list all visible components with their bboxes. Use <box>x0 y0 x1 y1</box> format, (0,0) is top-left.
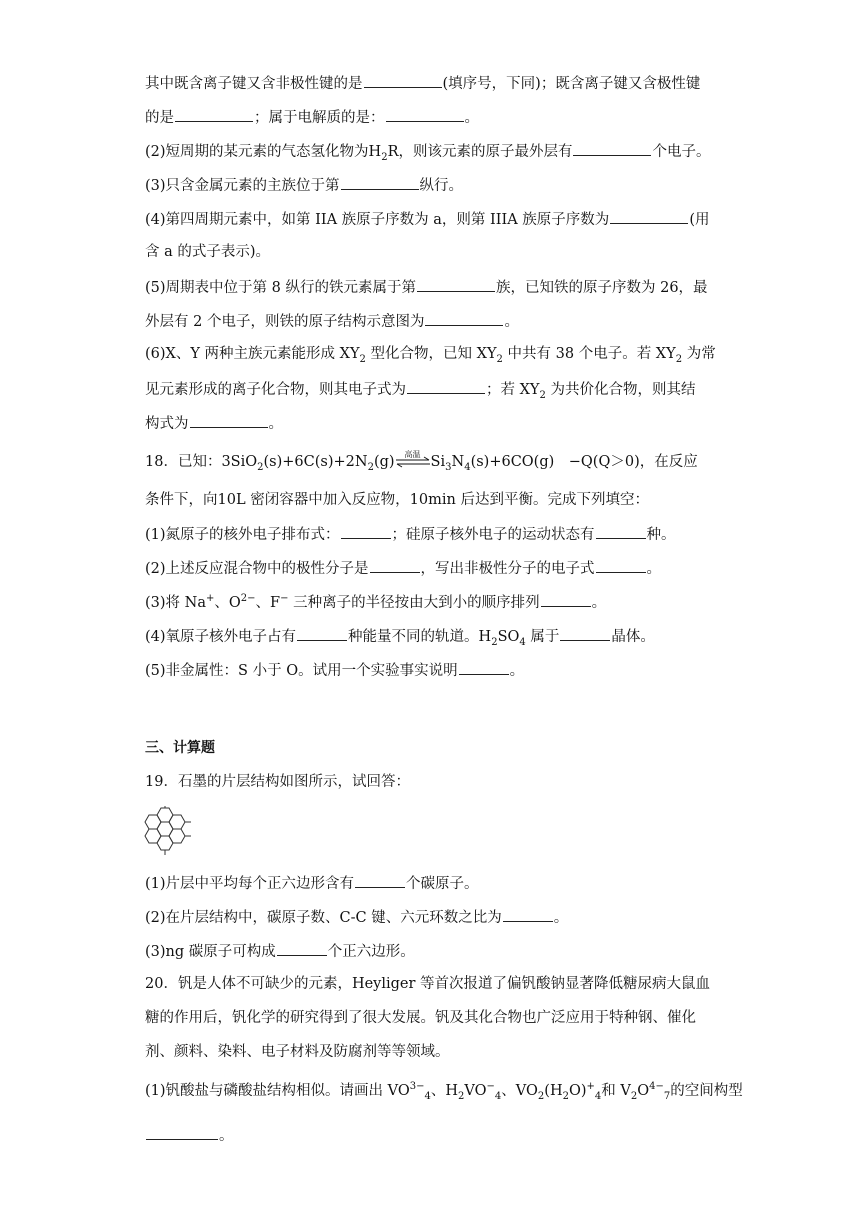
q18-3-line <box>145 591 606 613</box>
subscript: 2 <box>630 1090 638 1102</box>
answer-blank[interactable] <box>386 106 464 122</box>
answer-blank[interactable] <box>560 625 610 641</box>
text: ；若 XY <box>486 382 540 398</box>
text: 外层有 2 个电子，则铁的原子结构示意图为 <box>145 314 425 330</box>
superscript: − <box>486 1081 495 1093</box>
answer-blank[interactable] <box>355 872 405 888</box>
q18-line-1 <box>145 452 698 472</box>
q19-2-line <box>145 906 568 928</box>
text: 。 <box>268 416 283 432</box>
text: (4)氧原子核外电子占有 <box>145 629 297 645</box>
text: (用 <box>689 212 710 228</box>
subscript: 4 <box>594 1090 602 1102</box>
text: 。 <box>553 910 569 926</box>
subscript: 2 <box>562 1090 569 1102</box>
subscript: 3 <box>445 461 452 473</box>
text: 糖的作用后，钒化学的研究得到了很大发展。钒及其化合物也广泛应用于特种钢、催化 <box>145 1010 696 1026</box>
text: 属于 <box>525 629 560 645</box>
answer-blank[interactable] <box>364 72 442 88</box>
superscript: 4− <box>649 1081 664 1093</box>
text: 三种离子的半径按由大到小的顺序排列 <box>288 595 540 611</box>
text: 18．已知：3SiO <box>145 454 258 470</box>
q6-line-1 <box>145 344 716 364</box>
text: VO <box>464 1083 487 1099</box>
equilibrium-arrow-icon <box>395 450 431 469</box>
text: (1)钒酸盐与磷酸盐结构相似。请画出 VO <box>145 1083 410 1099</box>
text: 。 <box>509 663 525 679</box>
text: (1)片层中平均每个正六边形含有 <box>145 876 355 892</box>
subscript: 2 <box>381 151 388 163</box>
text: 含 a 的式子表示)。 <box>145 244 271 260</box>
text: 晶体。 <box>611 629 655 645</box>
text: 为共价化合物，则其结 <box>545 382 696 398</box>
q1-line-2 <box>145 106 479 128</box>
q6-line-3 <box>145 412 283 434</box>
text: O) <box>568 1083 587 1099</box>
answer-blank[interactable] <box>459 659 509 675</box>
text: (H <box>544 1083 563 1099</box>
text: (6)X、Y 两种主族元素能形成 XY <box>145 346 360 362</box>
answer-blank[interactable] <box>190 412 268 428</box>
text: 。 <box>504 314 519 330</box>
text: (g) <box>373 454 395 470</box>
text: 。 <box>464 110 479 126</box>
subscript: 2 <box>458 1090 465 1102</box>
subscript: 4 <box>519 636 526 648</box>
text: (4)第四周期元素中，如第 IIA 族原子序数为 a，则第 IIIA 族原子序数为 <box>145 212 610 228</box>
text: (3)只含金属元素的主族位于第 <box>145 178 340 194</box>
answer-blank[interactable] <box>277 940 327 956</box>
graphite-structure-figure <box>143 806 195 860</box>
text: 、VO <box>501 1083 538 1099</box>
text: 20．钒是人体不可缺少的元素，Heyliger 等首次报道了偏钒酸钠显著降低糖尿病大鼠血 <box>145 976 711 992</box>
q20-line-3 <box>145 1042 450 1062</box>
text: 剂、颜料、染料、电子材料及防腐剂等等领域。 <box>145 1044 450 1060</box>
text: ，写出非极性分子的电子式 <box>420 561 595 577</box>
text: ；硅原子核外电子的运动状态有 <box>391 527 595 543</box>
q1-line-1 <box>145 72 700 94</box>
q19-3-line <box>145 940 415 962</box>
answer-blank[interactable] <box>596 523 646 539</box>
subscript: 2 <box>537 1090 545 1102</box>
q5-line-1 <box>145 276 708 298</box>
text: 。 <box>219 1128 234 1144</box>
superscript: − <box>280 593 289 605</box>
q4-line-2 <box>145 242 270 262</box>
q18-1-line <box>145 523 676 545</box>
subscript: 2 <box>491 636 498 648</box>
superscript: + <box>205 593 215 605</box>
q2-line <box>145 140 710 162</box>
text: O <box>637 1083 650 1099</box>
q19-line <box>145 772 410 792</box>
q20-1-line-1 <box>145 1081 743 1101</box>
text: 。 <box>646 561 662 577</box>
text: 、H <box>430 1083 459 1099</box>
subscript: 2 <box>496 353 503 365</box>
text: Si <box>430 454 446 470</box>
text: 中共有 38 个电子。若 XY <box>502 346 676 362</box>
answer-blank[interactable] <box>341 174 419 190</box>
text: (3)将 Na <box>145 595 206 611</box>
text: 、F <box>255 595 281 611</box>
text: (3)ng 碳原子可构成 <box>145 944 276 960</box>
text: 、O <box>214 595 241 611</box>
text: (2)在片层结构中，碳原子数、C-C 键、六元环数之比为 <box>145 910 502 926</box>
answer-blank[interactable] <box>175 106 253 122</box>
text: 纵行。 <box>419 178 464 194</box>
text: 族，已知铁的原子序数为 26，最 <box>495 280 708 296</box>
text: (5)周期表中位于第 8 纵行的铁元素属于第 <box>145 280 416 296</box>
text: 的空间构型 <box>670 1083 743 1099</box>
text: (填序号，下同)；既含离子键又含极性键 <box>442 76 701 92</box>
q19-1-line <box>145 872 479 894</box>
text: 个碳原子。 <box>406 876 479 892</box>
text: 。 <box>591 595 607 611</box>
text: R，则该元素的原子最外层有 <box>387 144 573 160</box>
q18-line-2 <box>145 490 649 510</box>
subscript: 2 <box>367 461 374 473</box>
text: 种。 <box>646 527 676 543</box>
answer-blank[interactable] <box>541 591 591 607</box>
answer-blank[interactable] <box>297 625 347 641</box>
answer-blank[interactable] <box>146 1124 218 1140</box>
answer-blank[interactable] <box>573 140 651 156</box>
superscript: + <box>586 1081 595 1093</box>
q20-line-1 <box>145 974 710 994</box>
text: (2)上述反应混合物中的极性分子是 <box>145 561 369 577</box>
subscript: 4 <box>424 1090 431 1102</box>
text: SO <box>497 629 520 645</box>
subscript: 2 <box>257 461 264 473</box>
q18-4-line <box>145 625 655 647</box>
subscript: 2 <box>675 353 683 365</box>
text: 见元素形成的离子化合物，则其电子式为 <box>145 382 406 398</box>
section-heading: 三、计算题 <box>145 740 215 756</box>
answer-blank[interactable] <box>425 310 503 326</box>
subscript: 4 <box>464 461 471 473</box>
text: 其中既含离子键又含非极性键的是 <box>145 76 363 92</box>
superscript: 3− <box>409 1081 425 1093</box>
q6-line-2 <box>145 378 696 400</box>
graphite-hexagon-icon <box>143 806 195 856</box>
text: (2)短周期的某元素的气态氢化物为H <box>145 144 382 160</box>
text: (s)+6C(s)+2N <box>263 454 368 470</box>
answer-blank[interactable] <box>417 276 495 292</box>
q4-line-1 <box>145 208 709 230</box>
q20-line-2 <box>145 1008 696 1028</box>
answer-blank[interactable] <box>341 523 391 539</box>
answer-blank[interactable] <box>503 906 553 922</box>
subscript: 2 <box>359 353 366 365</box>
text: 个电子。 <box>652 144 711 160</box>
q20-1-line-2 <box>145 1124 234 1146</box>
text: 构式为 <box>145 416 189 432</box>
answer-blank[interactable] <box>407 378 485 394</box>
subscript: 4 <box>494 1090 502 1102</box>
subscript: 7 <box>663 1090 671 1102</box>
text: N <box>451 454 465 470</box>
text: ；属于电解质的是： <box>254 110 385 126</box>
text: 19．石墨的片层结构如图所示，试回答： <box>145 774 410 790</box>
answer-blank[interactable] <box>610 208 688 224</box>
text: (s)+6CO(g) −Q(Q＞0)，在反应 <box>470 454 698 470</box>
q3-line <box>145 174 463 196</box>
answer-blank[interactable] <box>370 557 420 573</box>
q18-5-line <box>145 659 524 681</box>
superscript: 2− <box>240 593 256 605</box>
text: (1)氮原子的核外电子排布式： <box>145 527 340 543</box>
subscript: 2 <box>539 389 546 401</box>
answer-blank[interactable] <box>596 557 646 573</box>
text: 种能量不同的轨道。H <box>348 629 492 645</box>
reaction-condition: 高温 <box>404 450 421 459</box>
text: 和 V <box>601 1083 631 1099</box>
text: 的是 <box>145 110 174 126</box>
text: 型化合物，已知 XY <box>365 346 497 362</box>
q18-2-line <box>145 557 661 579</box>
text: 为常 <box>682 346 716 362</box>
text: (5)非金属性：S 小于 O。试用一个实验事实说明 <box>145 663 458 679</box>
text: 个正六边形。 <box>327 944 415 960</box>
q5-line-2 <box>145 310 519 332</box>
text: 条件下，向10L 密闭容器中加入反应物，10min 后达到平衡。完成下列填空： <box>145 492 649 508</box>
